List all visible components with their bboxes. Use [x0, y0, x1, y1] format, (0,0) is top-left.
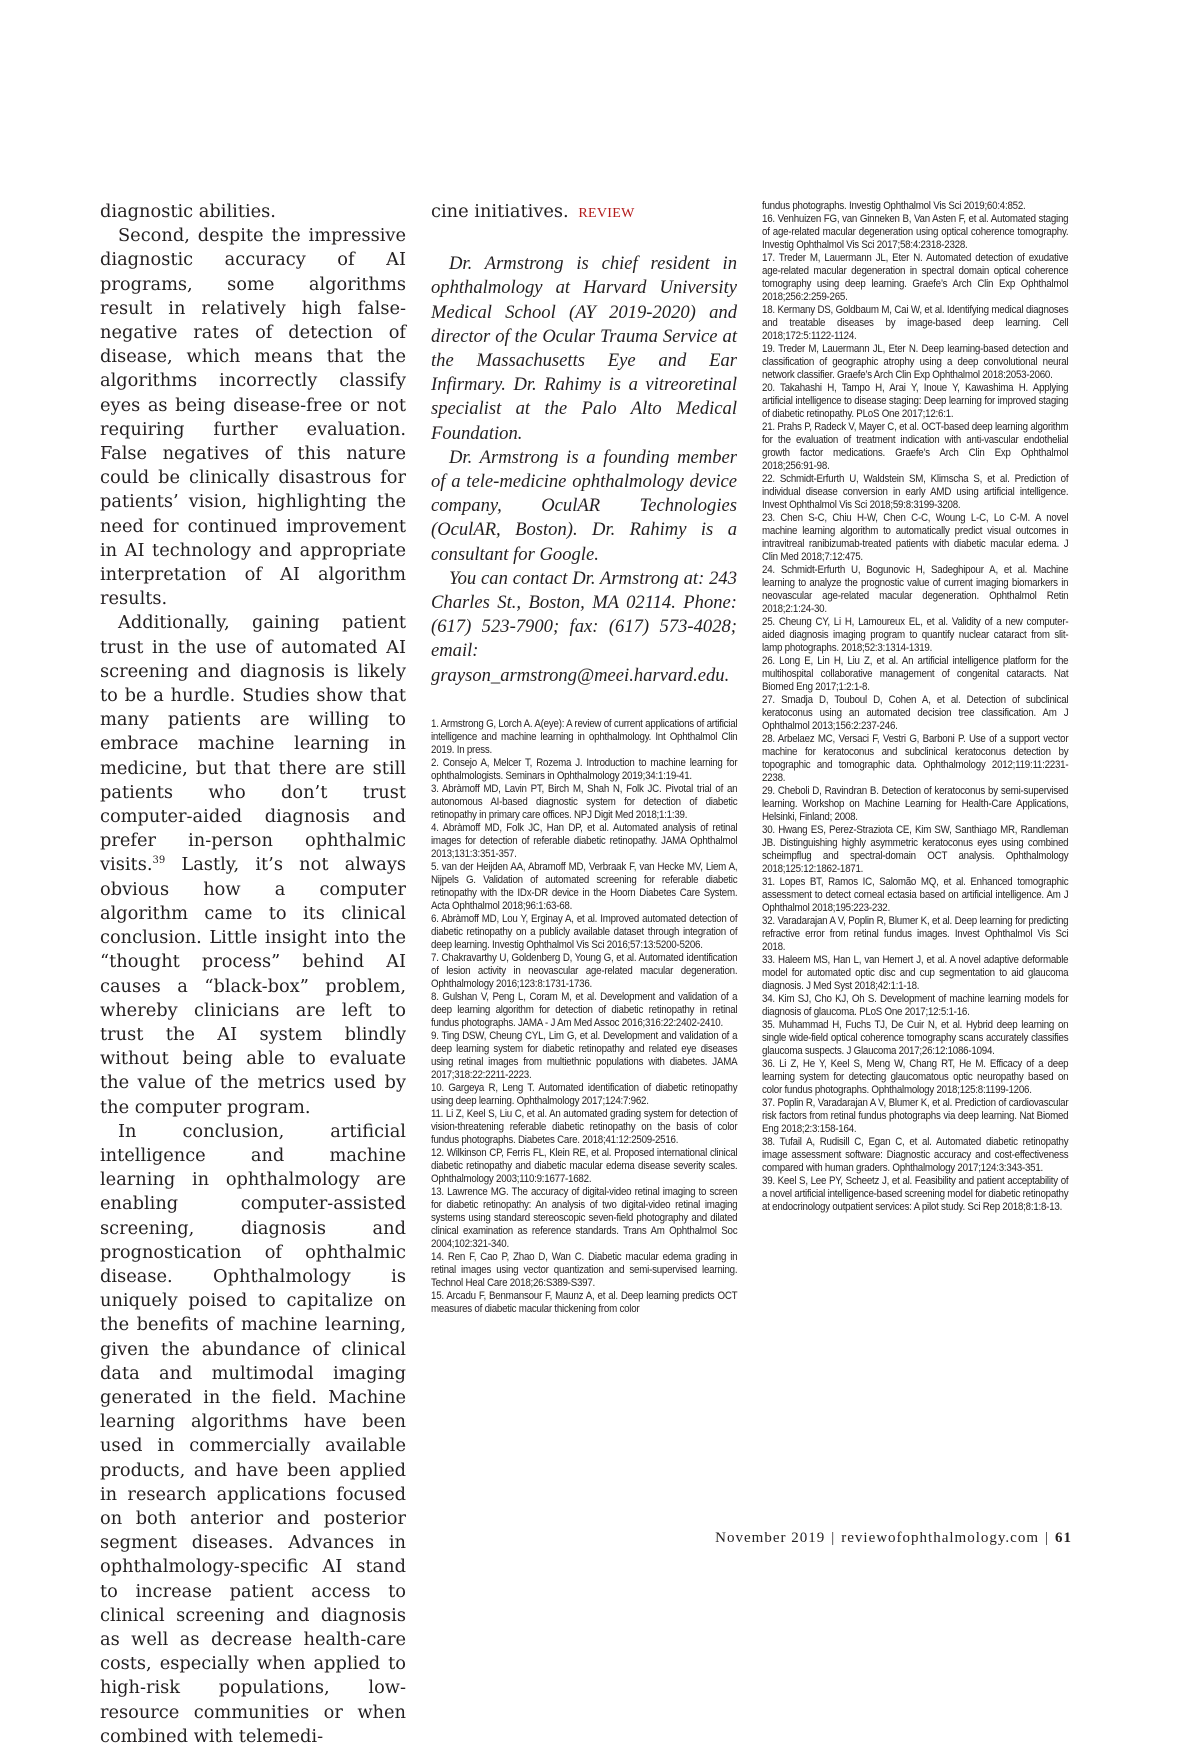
footer-separator: | — [831, 1530, 836, 1546]
reference-item: 8. Gulshan V, Peng L, Coram M, et al. Development and validation of a deep learning algorithm for detection of diabetic retinopathy in retinal fundus photographs. JAMA - J Am Med Assoc 2016;316:22:2402-2410. — [431, 990, 738, 1029]
reference-item: 15. Arcadu F, Benmansour F, Maunz A, et al. Deep learning predicts OCT measures of diabetic macular thickening from color — [431, 1289, 738, 1315]
reference-item: 9. Ting DSW, Cheung CYL, Lim G, et al. Development and validation of a deep learning system for diabetic retinopathy and related eye diseases using retinal images from multiethnic populations with diabetes. JAMA 2017;318:22:2211-2223. — [431, 1029, 738, 1081]
reference-item: 6. Abràmoff MD, Lou Y, Erginay A, et al. Improved automated detection of diabetic retinopathy on a publicly available dataset through integration of deep learning. Investig Ophthalmol Vis Sci 2016;57:13:5200-5206. — [431, 912, 738, 951]
reference-item: 35. Muhammad H, Fuchs TJ, De Cuir N, et al. Hybrid deep learning on single wide-field optical coherence tomography scans accurately classifies glaucoma suspects. J Glaucoma 2017;26:12:1086-1094. — [762, 1019, 1069, 1057]
article-column-1 — [100, 200, 406, 1749]
body-text: Additionally, gaining patient trust in the use of automated AI screening and diagnosis is likely to be a hurdle. Studies show that many patients are willing to embrace machine learning in medicine, but that there are still patients who don’t trust computer-aided diagnosis and prefer in-person ophthalmic visits. — [100, 612, 406, 876]
footer-separator: | — [1044, 1530, 1049, 1546]
reference-item: 19. Treder M, Lauermann JL, Eter N. Deep learning-based detection and classification of geographic atrophy using a deep convolutional neural network classifier. Graefe’s Arch Clin Exp Ophthalmol 2018:2053-2060. — [762, 343, 1069, 381]
body-text: cine initiatives. — [431, 201, 569, 222]
issue-date: November 2019 — [715, 1530, 826, 1546]
reference-item: 20. Takahashi H, Tampo H, Arai Y, Inoue Y, Kawashima H. Applying artificial intelligence to disease staging: Deep learning for improved staging of diabetic retinopathy. PLoS One 2017;12:6:1. — [762, 382, 1069, 420]
article-column-2 — [431, 200, 737, 1316]
reference-item: 4. Abràmoff MD, Folk JC, Han DP, et al. Automated analysis of retinal images for detection of referable diabetic retinopathy. JAMA Ophthalmol 2013;131:3:351-357. — [431, 821, 738, 860]
reference-item: 34. Kim SJ, Cho KJ, Oh S. Development of machine learning models for diagnosis of glaucoma. PLoS One 2017;12:5:1-16. — [762, 993, 1069, 1018]
body-paragraph: In conclusion, artificial intelligence and machine learning in ophthalmology are enabling computer-assisted screening, diagnosis and prognostication of ophthalmic disease. Ophthalmology is uniquely poised to capitalize on the benefits of machine learning, given the abundance of clinical data and multimodal imaging generated in the field. Machine learning algorithms have been used in commercially available products, and have been applied in research applications focused on both anterior and posterior segment diseases. Advances in ophthalmology-specific AI stand to increase patient access to clinical screening and diagnosis as well as decrease health-care costs, especially when applied to high-risk populations, low-resource communities or when combined with telemedi- — [100, 1120, 406, 1747]
reference-item: 17. Treder M, Lauermann JL, Eter N. Automated detection of exudative age-related macular degeneration in spectral domain optical coherence tomography using deep learning. Graefe’s Arch Clin Exp Ophthalmol 2018;256:2:259-265. — [762, 252, 1069, 303]
page-number: 61 — [1055, 1530, 1072, 1546]
reference-item: 12. Wilkinson CP, Ferris FL, Klein RE, et al. Proposed international clinical diabetic retinopathy and diabetic macular edema disease severity scales. Ophthalmology 2003;110:9:1677-1682. — [431, 1146, 738, 1185]
reference-item: 24. Schmidt-Erfurth U, Bogunovic H, Sadeghipour A, et al. Machine learning to analyze the prognostic value of current imaging biomarkers in neovascular age-related macular degeneration. Ophthalmol Retin 2018;2:1:24-30. — [762, 564, 1069, 615]
reference-item: 14. Ren F, Cao P, Zhao D, Wan C. Diabetic macular edema grading in retinal images using vector quantization and semi-supervised learning. Technol Heal Care 2018;26:S389-S397. — [431, 1250, 738, 1289]
body-text: Lastly, it’s not always obvious how a computer algorithm came to its clinical conclusion. Little insight into the “thought process” behind AI causes a “black-box” problem, whereby clinicians are left to trust the AI system blindly without being able to evaluate the value of the metrics used by the computer program. — [100, 854, 406, 1118]
reference-item: 21. Prahs P, Radeck V, Mayer C, et al. OCT-based deep learning algorithm for the evaluation of treatment indication with anti-vascular endothelial growth factor medications. Graefe’s Arch Clin Exp Ophthalmol 2018;256:91-98. — [762, 421, 1069, 472]
page-footer — [715, 1530, 1072, 1547]
reference-item: 2. Consejo A, Melcer T, Rozema J. Introduction to machine learning for ophthalmologists. Seminars in Ophthalmology 2019;34:1:19-41. — [431, 756, 738, 782]
reference-item: 5. van der Heijden AA, Abramoff MD, Verbraak F, van Hecke MV, Liem A, Nijpels G. Validation of automated screening for referable diabetic retinopathy with the IDx-DR device in the Hoorn Diabetes Care System. Acta Ophthalmol 2018;96:1:63-68. — [431, 860, 738, 912]
reference-item: 39. Keel S, Lee PY, Scheetz J, et al. Feasibility and patient acceptability of a novel artificial intelligence-based screening model for diabetic retinopathy at endocrinology outpatient services: A pilot study. Sci Rep 2018;8:1:8-13. — [762, 1175, 1069, 1213]
reference-item: 16. Venhuizen FG, van Ginneken B, Van Asten F, et al. Automated staging of age-related macular degeneration using optical coherence tomography. Investig Ophthalmol Vis Sci 2017;58:4:2318-2328. — [762, 213, 1069, 251]
reference-item: 25. Cheung CY, Li H, Lamoureux EL, et al. Validity of a new computer-aided diagnosis imaging program to quantify nuclear cataract from slit-lamp photographs. 2018;52:3:1314-1319. — [762, 616, 1069, 654]
reference-item: 28. Arbelaez MC, Versaci F, Vestri G, Barboni P. Use of a support vector machine for keratoconus and subclinical keratoconus detection by topographic and tomographic data. Ophthalmology 2012;119:11:2231-2238. — [762, 733, 1069, 784]
reference-item: 38. Tufail A, Rudisill C, Egan C, et al. Automated diabetic retinopathy image assessment software: Diagnostic accuracy and cost-effectiveness compared with human graders. Ophthalmology 2017;124:3:343-351. — [762, 1136, 1069, 1174]
reference-item: 1. Armstrong G, Lorch A. A(eye): A review of current applications of artificial intelligence and machine learning in ophthalmology. Int Ophthalmol Clin 2019. In press. — [431, 717, 738, 756]
reference-item: 36. Li Z, He Y, Keel S, Meng W, Chang RT, He M. Efficacy of a deep learning system for detecting glaucomatous optic neuropathy based on color fundus photographs. Ophthalmology 2018;125:8:1199-1206. — [762, 1058, 1069, 1096]
site-url[interactable]: reviewofophthalmology.com — [841, 1530, 1039, 1546]
reference-item: 26. Long E, Lin H, Liu Z, et al. An artificial intelligence platform for the multihospital collaborative management of congenital cataracts. Nat Biomed Eng 2017;1:2:1-8. — [762, 655, 1069, 693]
reference-item: fundus photographs. Investig Ophthalmol Vis Sci 2019;60:4:852. — [762, 200, 1026, 212]
author-bio — [431, 252, 737, 688]
citation-superscript: 39 — [152, 855, 166, 867]
reference-item: 11. Li Z, Keel S, Liu C, et al. An automated grading system for detection of vision-threatening referable diabetic retinopathy on the basis of color fundus photographs. Diabetes Care. 2018;41:12:2509-2516. — [431, 1107, 738, 1146]
body-paragraph: Second, despite the impressive diagnostic accuracy of AI programs, some algorithms result in relatively high false-negative rates of detection of disease, which means that the algorithms incorrectly classify eyes as being disease-free or not requiring further evaluation. False negatives of this nature could be clinically disastrous for patients’ vision, highlighting the need for continued improvement in AI technology and appropriate interpretation of AI algorithm results. — [100, 225, 406, 610]
reference-item: 10. Gargeya R, Leng T. Automated identification of diabetic retinopathy using deep learning. Ophthalmology 2017;124:7:962. — [431, 1081, 738, 1107]
article-column-3 — [762, 200, 1070, 1214]
bio-paragraph: Dr. Armstrong is a founding member of a tele-medicine ophthalmology device company, OculAR Technologies (OculAR, Boston). Dr. Rahimy is a consultant for Google. — [431, 446, 737, 565]
reference-item: 27. Smadja D, Touboul D, Cohen A, et al. Detection of subclinical keratoconus using an automated decision tree classification. Am J Ophthalmol 2013;156:2:237-246. — [762, 694, 1069, 732]
reference-item: 31. Lopes BT, Ramos IC, Salomão MQ, et al. Enhanced tomographic assessment to detect corneal ectasia based on artificial intelligence. Am J Ophthalmol 2018;195:223-232. — [762, 876, 1069, 914]
bio-paragraph: You can contact Dr. Armstrong at: 243 Charles St., Boston, MA 02114. Phone: (617) 523-7900; fax: (617) 573-4028; email: grayson_armstrong@meei.harvard.edu. — [431, 567, 737, 686]
references-list — [762, 200, 1068, 1214]
reference-item: 7. Chakravarthy U, Goldenberg D, Young G, et al. Automated identification of lesion activity in neovascular age-related macular degeneration. Ophthalmology 2016;123:8:1731-1736. — [431, 951, 738, 990]
body-paragraph: diagnostic abilities. — [100, 201, 276, 222]
references-list — [431, 718, 737, 1316]
reference-item: 30. Hwang ES, Perez-Straziota CE, Kim SW, Santhiago MR, Randleman JB. Distinguishing highly asymmetric keratoconus eyes using combined scheimpflug and spectral-domain OCT analysis. Ophthalmology 2018;125:12:1862-1871. — [762, 824, 1069, 875]
bio-paragraph: Dr. Armstrong is chief resident in ophthalmology at Harvard University Medical School (AY 2019-2020) and director of the Ocular Trauma Service at the Massachusetts Eye and Ear Infirmary. Dr. Rahimy is a vitreoretinal specialist at the Palo Alto Medical Foundation. — [431, 253, 737, 444]
review-end-mark: REVIEW — [578, 206, 635, 221]
reference-item: 37. Poplin R, Varadarajan A V, Blumer K, et al. Prediction of cardiovascular risk factors from retinal fundus photographs via deep learning. Nat Biomed Eng 2018;2:3:158-164. — [762, 1097, 1069, 1135]
reference-item: 3. Abràmoff MD, Lavin PT, Birch M, Shah N, Folk JC. Pivotal trial of an autonomous AI-based diagnostic system for detection of diabetic retinopathy in primary care offices. NPJ Digit Med 2018;1:1:39. — [431, 782, 738, 821]
reference-item: 33. Haleem MS, Han L, van Hemert J, et al. A novel adaptive deformable model for automated optic disc and cup segmentation to aid glaucoma diagnosis. J Med Syst 2018;42:1:1-18. — [762, 954, 1069, 992]
body-paragraph — [100, 611, 406, 1119]
reference-item: 22. Schmidt-Erfurth U, Waldstein SM, Klimscha S, et al. Prediction of individual disease conversion in early AMD using artificial intelligence. Invest Ophthalmol Vis Sci 2018;59:8:3199-3208. — [762, 473, 1069, 511]
reference-item: 32. Varadarajan A V, Poplin R, Blumer K, et al. Deep learning for predicting refractive error from retinal fundus images. Invest Ophthalmol Vis Sci 2018. — [762, 915, 1069, 953]
reference-item: 23. Chen S-C, Chiu H-W, Chen C-C, Woung L-C, Lo C-M. A novel machine learning algorithm to automatically predict visual outcomes in intravitreal ranibizumab-treated patients with diabetic macular edema. J Clin Med 2018;7:12:475. — [762, 512, 1069, 563]
reference-item: 29. Cheboli D, Ravindran B. Detection of keratoconus by semi-supervised learning. Workshop on Machine Learning for Health-Care Applications, Helsinki, Finland; 2008. — [762, 785, 1069, 823]
body-paragraph-end — [431, 200, 737, 226]
reference-item: 13. Lawrence MG. The accuracy of digital-video retinal imaging to screen for diabetic retinopathy: An analysis of two digital-video retinal imaging systems using standard stereoscopic seven-field photography and dilated clinical examination as reference standards. Trans Am Ophthalmol Soc 2004;102:321-340. — [431, 1185, 738, 1250]
reference-item: 18. Kermany DS, Goldbaum M, Cai W, et al. Identifying medical diagnoses and treatable diseases by image-based deep learning. Cell 2018;172:5:1122-1124. — [762, 304, 1069, 342]
